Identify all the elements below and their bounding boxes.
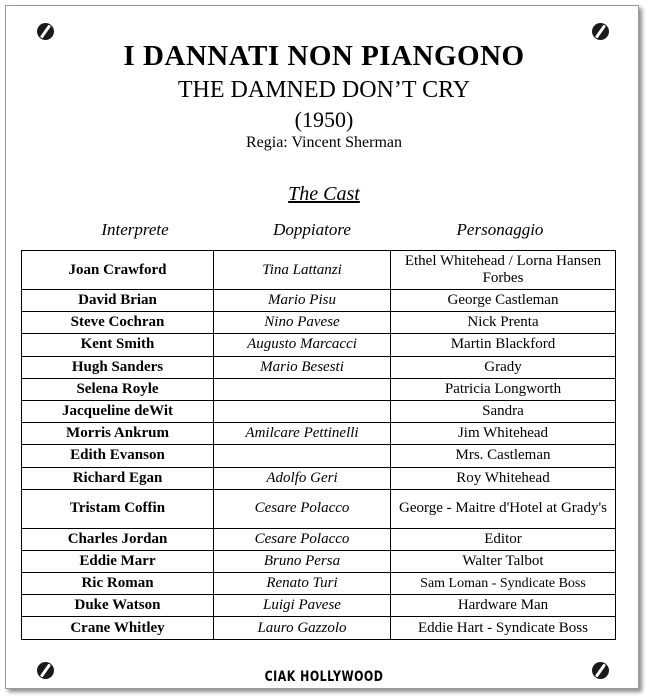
table-row <box>22 445 616 467</box>
table-row <box>22 423 616 445</box>
character-cell: Ethel Whitehead / Lorna Hansen Forbes <box>391 251 616 290</box>
actor-cell: David Brian <box>22 290 214 312</box>
director-line: Regia: Vincent Sherman <box>245 134 403 151</box>
dubber-cell: Tina Lattanzi <box>214 251 391 290</box>
table-row <box>22 467 616 489</box>
character-cell: Eddie Hart - Syndicate Boss <box>391 617 616 639</box>
film-original-title: THE DAMNED DON’T CRY <box>177 77 471 103</box>
dubber-cell <box>214 378 391 400</box>
column-header-character: Personaggio <box>456 220 544 239</box>
dubber-cell: Cesare Polacco <box>214 528 391 550</box>
ciak-hollywood-logo: CIAK HOLLYWOOD <box>264 668 384 685</box>
actor-cell: Morris Ankrum <box>22 423 214 445</box>
actor-cell: Richard Egan <box>22 467 214 489</box>
actor-cell: Edith Evanson <box>22 445 214 467</box>
film-year: (1950) <box>294 107 354 132</box>
character-cell: George - Maitre d'Hotel at Grady's <box>391 489 616 528</box>
table-row <box>22 573 616 595</box>
character-cell: Hardware Man <box>391 595 616 617</box>
dubber-cell: Amilcare Pettinelli <box>214 423 391 445</box>
dubber-cell: Bruno Persa <box>214 550 391 572</box>
dubber-cell: Nino Pavese <box>214 312 391 334</box>
actor-cell: Duke Watson <box>22 595 214 617</box>
actor-cell: Ric Roman <box>22 573 214 595</box>
table-row <box>22 334 616 356</box>
actor-cell: Jacqueline deWit <box>22 400 214 422</box>
character-cell: Sam Loman - Syndicate Boss <box>391 573 616 595</box>
character-cell: Sandra <box>391 400 616 422</box>
character-cell: Editor <box>391 528 616 550</box>
dubber-cell: Luigi Pavese <box>214 595 391 617</box>
film-title: I DANNATI NON PIANGONO <box>123 40 525 72</box>
actor-cell: Hugh Sanders <box>22 356 214 378</box>
dubber-cell: Cesare Polacco <box>214 489 391 528</box>
character-cell: Nick Prenta <box>391 312 616 334</box>
actor-cell: Charles Jordan <box>22 528 214 550</box>
dubber-cell: Augusto Marcacci <box>214 334 391 356</box>
table-row <box>22 489 616 528</box>
actor-cell: Steve Cochran <box>22 312 214 334</box>
column-header-dubber: Doppiatore <box>273 220 351 239</box>
actor-cell: Tristam Coffin <box>22 489 214 528</box>
table-row <box>22 400 616 422</box>
table-row <box>22 378 616 400</box>
cast-heading: The Cast <box>288 183 360 205</box>
character-cell: Martin Blackford <box>391 334 616 356</box>
table-row <box>22 251 616 290</box>
table-row <box>22 312 616 334</box>
table-row <box>22 528 616 550</box>
character-cell: George Castleman <box>391 290 616 312</box>
dubber-cell: Renato Turi <box>214 573 391 595</box>
dubber-cell: Adolfo Geri <box>214 467 391 489</box>
actor-cell: Kent Smith <box>22 334 214 356</box>
character-cell: Walter Talbot <box>391 550 616 572</box>
dubber-cell: Lauro Gazzolo <box>214 617 391 639</box>
table-row <box>22 550 616 572</box>
character-cell: Patricia Longworth <box>391 378 616 400</box>
table-row <box>22 595 616 617</box>
actor-cell: Joan Crawford <box>22 251 214 290</box>
character-cell: Jim Whitehead <box>391 423 616 445</box>
dubber-cell <box>214 400 391 422</box>
table-row <box>22 356 616 378</box>
character-cell: Roy Whitehead <box>391 467 616 489</box>
actor-cell: Crane Whitley <box>22 617 214 639</box>
actor-cell: Selena Royle <box>22 378 214 400</box>
character-cell: Grady <box>391 356 616 378</box>
table-row <box>22 617 616 639</box>
table-row <box>22 290 616 312</box>
character-cell: Mrs. Castleman <box>391 445 616 467</box>
dubber-cell: Mario Besesti <box>214 356 391 378</box>
column-header-actor: Interprete <box>101 220 169 239</box>
screw-icon-top-right <box>592 23 609 40</box>
cast-table <box>21 250 616 640</box>
dubber-cell: Mario Pisu <box>214 290 391 312</box>
screw-icon-top-left <box>37 23 54 40</box>
dubber-cell <box>214 445 391 467</box>
actor-cell: Eddie Marr <box>22 550 214 572</box>
